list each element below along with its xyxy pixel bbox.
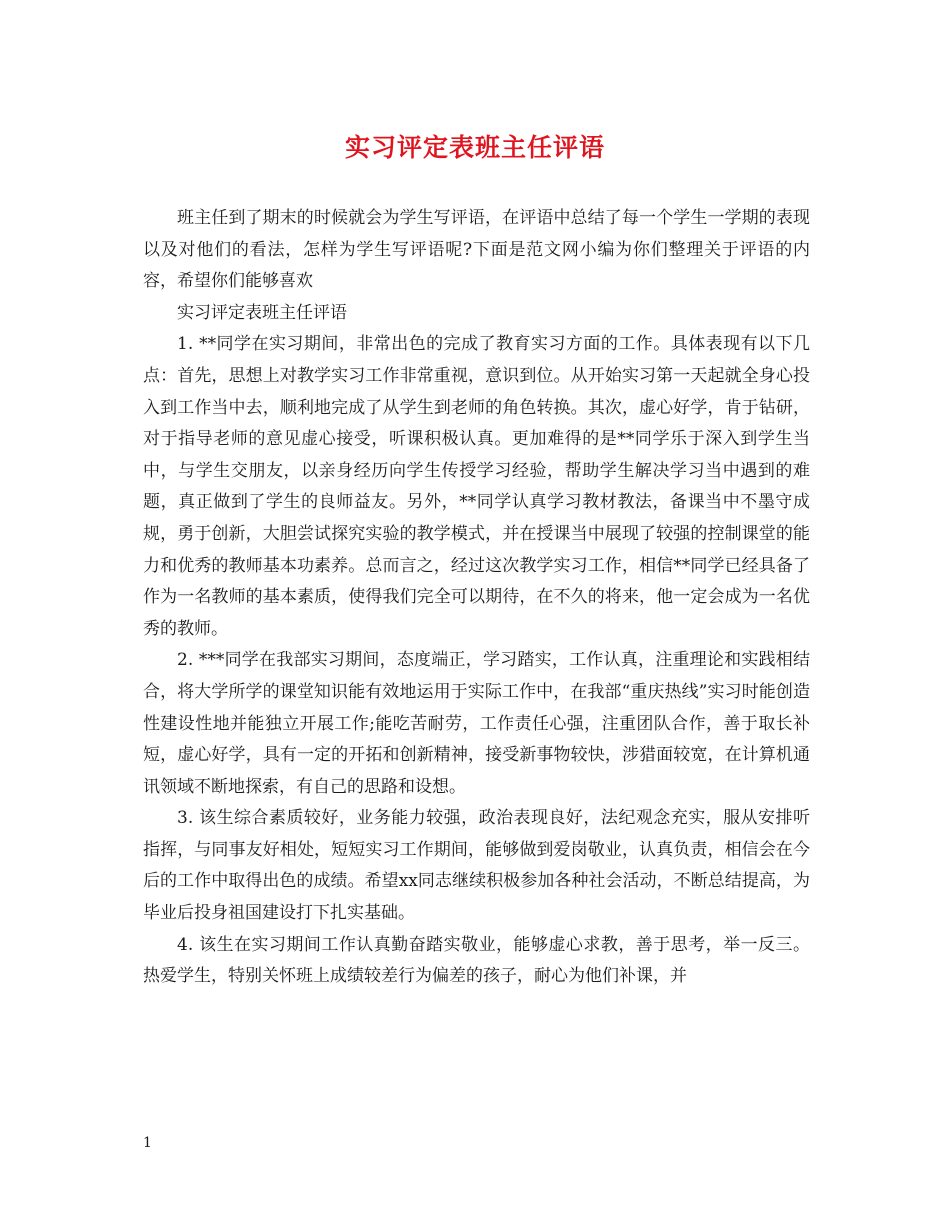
section-heading: 实习评定表班主任评语 — [177, 302, 347, 323]
page-number: 1 — [143, 1135, 152, 1151]
intro-paragraph: 班主任到了期末的时候就会为学生写评语，在评语中总结了每一个学生一学期的表现以及对他们的看法，怎样为学生写评语呢?下面是范文网小编为你们整理关于评语的内容，希望你们能够喜欢 — [143, 208, 810, 292]
comment-paragraph-4: 4. 该生在实习期间工作认真勤奋踏实敬业，能够虚心求教，善于思考，举一反三。热爱学生，特别关怀班上成绩较差行为偏差的孩子，耐心为他们补课，并 — [143, 934, 810, 987]
comment-paragraph-2: 2. ***同学在我部实习期间，态度端正，学习踏实，工作认真，注重理论和实践相结合，将大学所学的课堂知识能有效地运用于实际工作中，在我部“重庆热线”实习时能创造性建设性地并能独立开展工作;能吃苦耐劳，工作责任心强，注重团队合作，善于取长补短，虚心好学，具有一定的开拓和创新精神，接受新事物较快，涉猎面较宽，在计算机通讯领域不断地探索，有自己的思路和设想。 — [143, 650, 810, 797]
document-title: 实习评定表班主任评语 — [344, 133, 605, 162]
comment-paragraph-1: 1. **同学在实习期间，非常出色的完成了教育实习方面的工作。具体表现有以下几点：首先，思想上对教学实习工作非常重视，意识到位。从开始实习第一天起就全身心投入到工作当中去，顺利地完成了从学生到老师的角色转换。其次，虚心好学，肯于钻研，对于指导老师的意见虚心接受，听课积极认真。更加难得的是**同学乐于深入到学生当中，与学生交朋友，以亲身经历向学生传授学习经验，帮助学生解决学习当中遇到的难题，真正做到了学生的良师益友。另外，**同学认真学习教材教法，备课当中不墨守成规，勇于创新，大胆尝试探究实验的教学模式，并在授课当中展现了较强的控制课堂的能力和优秀的教师基本功素养。总而言之，经过这次教学实习工作，相信**同学已经具备了作为一名教师的基本素质，使得我们完全可以期待，在不久的将来，他一定会成为一名优秀的教师。 — [143, 334, 810, 639]
comment-paragraph-3: 3. 该生综合素质较好，业务能力较强，政治表现良好，法纪观念充实，服从安排听指挥，与同事友好相处，短短实习工作期间，能够做到爱岗敬业，认真负责，相信会在今后的工作中取得出色的成绩。希望xx同志继续积极参加各种社会活动，不断总结提高，为毕业后投身祖国建设打下扎实基础。 — [143, 808, 810, 924]
document-body — [143, 203, 810, 993]
